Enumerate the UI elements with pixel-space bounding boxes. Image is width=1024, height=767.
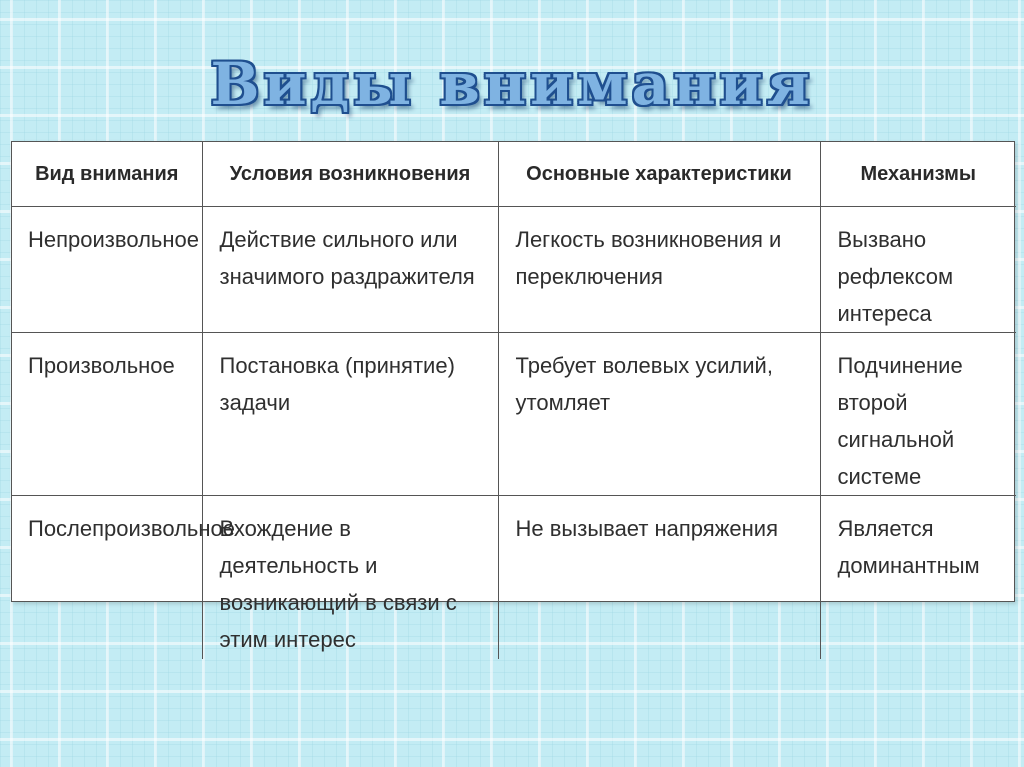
table-row xyxy=(12,333,1016,496)
page-title: Виды внимания xyxy=(210,50,814,118)
attention-types-table xyxy=(12,142,1016,659)
cell-type: Произвольное xyxy=(12,333,202,496)
cell-characteristics: Не вызывает напряжения xyxy=(498,496,820,660)
cell-conditions: Действие сильного или значимого раздражителя xyxy=(202,207,498,333)
attention-types-table-panel xyxy=(11,141,1015,652)
cell-mechanisms: Вызвано рефлексом интереса xyxy=(820,207,1016,333)
cell-characteristics: Легкость возникновения и переключения xyxy=(498,207,820,333)
header-characteristics: Основные характеристики xyxy=(498,142,820,207)
header-mechanisms: Механизмы xyxy=(820,142,1016,207)
table-row xyxy=(12,207,1016,333)
cell-type: Послепроизвольное xyxy=(12,496,202,660)
cell-conditions: Постановка (принятие) задачи xyxy=(202,333,498,496)
cell-type: Непроизвольное xyxy=(12,207,202,333)
table-header-row xyxy=(12,142,1016,207)
table-row xyxy=(12,496,1016,660)
cell-mechanisms: Подчинение второй сигнальной системе xyxy=(820,333,1016,496)
cell-characteristics: Требует волевых усилий, утомляет xyxy=(498,333,820,496)
cell-conditions: Вхождение в деятельность и возникающий в связи с этим интерес xyxy=(202,496,498,660)
header-attention-type: Вид внимания xyxy=(12,142,202,207)
header-conditions: Условия возникновения xyxy=(202,142,498,207)
cell-mechanisms: Является доминантным xyxy=(820,496,1016,660)
